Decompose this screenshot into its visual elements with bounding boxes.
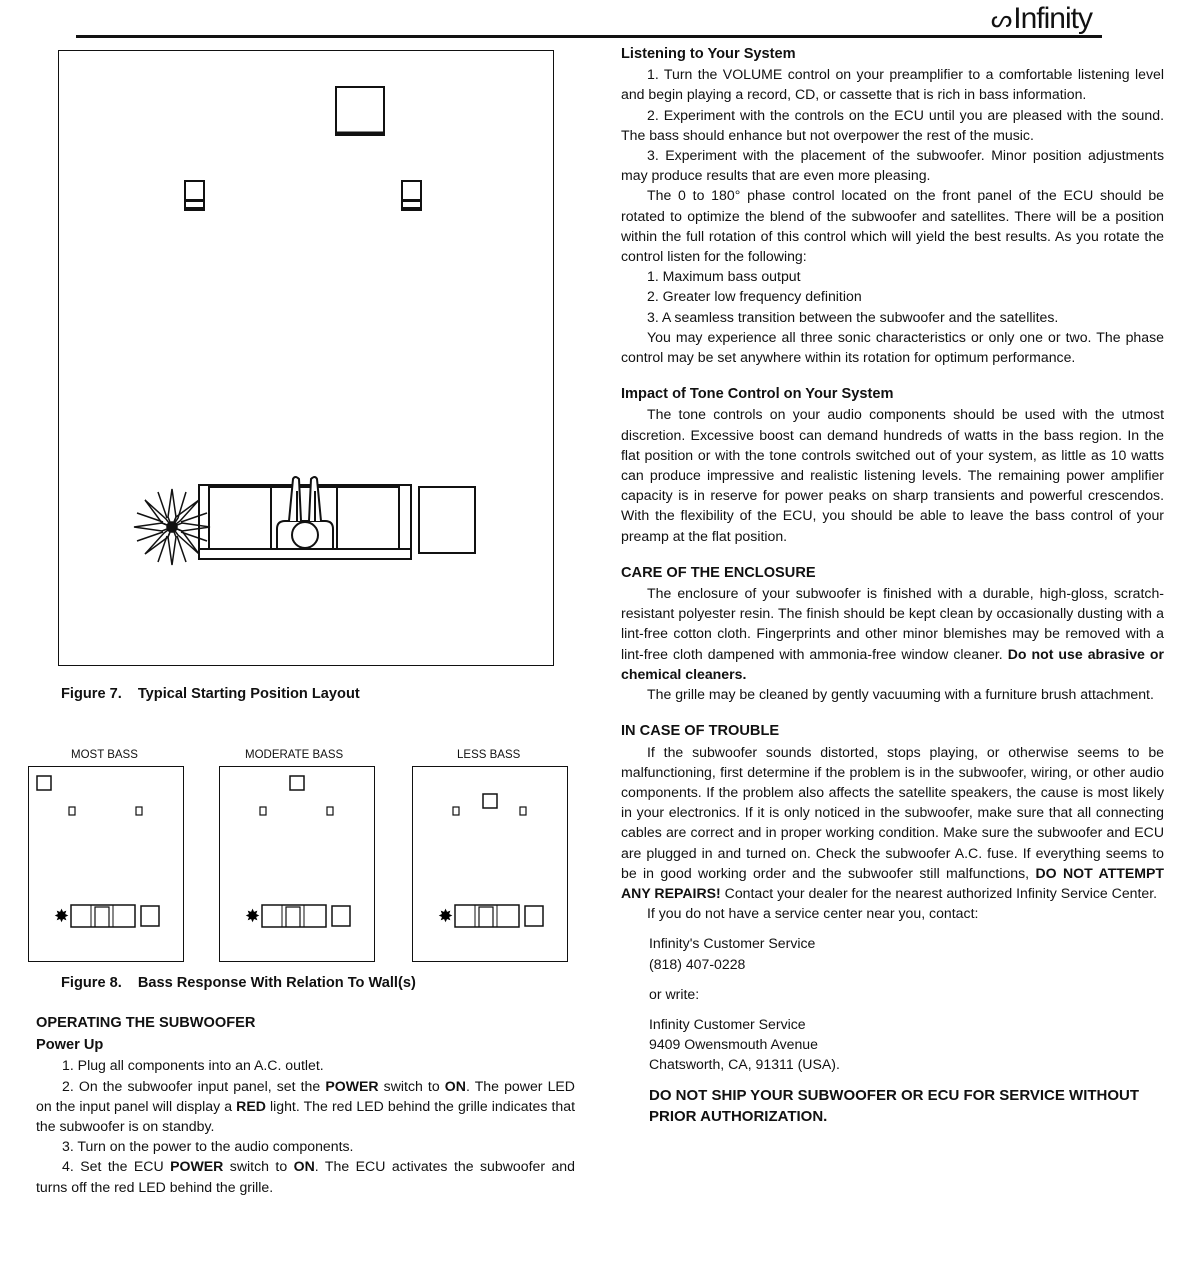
listening-step-2: 2. Experiment with the controls on the ECU until you are pleased with the sound. The bass should enhance but not overpower the rest of the music. [621, 106, 1164, 143]
figure-7-number: Figure 7. [61, 686, 122, 702]
step-4: 4. Set the ECU POWER switch to ON. The ECU activates the subwoofer and turns off the red LED behind the grille. [36, 1158, 575, 1195]
customer-service-name: Infinity's Customer Service [649, 935, 816, 952]
tone-paragraph: The tone controls on your audio components should be used with the utmost discretion. Excessive boost can demand hundreds of watts in the bass region. In the flat position or with the tone controls switched out of your system, as little as 10 watts can produce impressive and realistic listening levels. The remaining power amplifier capacity is in reserve for power peaks on sharp transients and powerful crescendos. With the flexibility of the ECU, you should be able to leave the bass control of your preamp at the flat position. [621, 406, 1164, 544]
step-2: 2. On the subwoofer input panel, set the POWER switch to ON. The power LED on the input panel will display a RED light. The red LED behind the grille indicates that the subwoofer is on standby. [36, 1077, 575, 1135]
subwoofer-shape [37, 776, 51, 790]
list-item: 2. Greater low frequency definition [647, 288, 862, 305]
figure-8-panel-less-bass [412, 766, 568, 962]
right-satellite-shape [136, 807, 142, 815]
left-satellite-shape [453, 807, 459, 815]
list-item: 3. A seamless transition between the subwoofer and the satellites. [647, 308, 1059, 325]
couch-shape [262, 905, 326, 927]
figure-7-caption [61, 686, 360, 702]
left-satellite-shape [260, 807, 266, 815]
end-table-shape [141, 906, 159, 926]
power-up-heading: Power Up [36, 1037, 104, 1054]
figure-8-number: Figure 8. [61, 975, 122, 991]
plant-shape: ✸ [54, 906, 70, 927]
operating-heading: OPERATING THE SUBWOOFER [36, 1015, 256, 1031]
left-satellite-shape [185, 181, 204, 210]
operating-section [36, 1013, 575, 1197]
customer-service-phone: (818) 407-0228 [649, 955, 746, 972]
right-satellite-shape [327, 807, 333, 815]
shipping-warning: DO NOT SHIP YOUR SUBWOOFER OR ECU FOR SERVICE WITHOUT PRIOR AUTHORIZATION. [649, 1086, 1140, 1125]
phase-control-paragraph: The 0 to 180° phase control located on the front panel of the ECU should be rotated to optimize the blend of the subwoofer and satellites. There will be a position within the full rotation of this control which will yield the best results. As you rotate the control listen for the following: [621, 187, 1164, 265]
sonic-characteristics-paragraph: You may experience all three sonic characteristics or only one or two. The phase control may be set anywhere within its rotation for optimum performance. [621, 328, 1164, 366]
couch-shape [455, 905, 519, 927]
figure-7-title: Typical Starting Position Layout [137, 686, 360, 702]
subwoofer-shape [290, 776, 304, 790]
subwoofer-shape [336, 87, 384, 135]
listening-step-1: 1. Turn the VOLUME control on your preamplifier to a comfortable listening level and begin playing a record, CD, or cassette that is rich in bass information. [621, 66, 1164, 103]
plant-shape: ✸ [438, 906, 454, 927]
end-table-shape [525, 906, 543, 926]
header-rule [76, 35, 1102, 38]
end-table-shape [332, 906, 350, 926]
care-heading: CARE OF THE ENCLOSURE [621, 564, 816, 581]
address-line-2: 9409 Owensmouth Avenue [649, 1036, 818, 1053]
figure-7-room-layout [58, 50, 554, 666]
figure-8-label-most-bass: MOST BASS [71, 749, 138, 761]
service-center-paragraph: If you do not have a service center near you, contact: [647, 905, 979, 922]
end-table-shape [419, 487, 475, 553]
right-satellite-shape [402, 181, 421, 210]
figure-8-label-less-bass: LESS BASS [457, 749, 521, 761]
figure-8-caption [61, 975, 416, 991]
figure-8-title: Bass Response With Relation To Wall(s) [137, 975, 416, 991]
grille-paragraph: The grille may be cleaned by gently vacuuming with a furniture brush attachment. [647, 686, 1154, 703]
step-3: 3. Turn on the power to the audio components. [62, 1138, 354, 1155]
brand-logo [991, 2, 1092, 36]
listener-shape [286, 907, 300, 927]
address-line-3: Chatsworth, CA, 91311 (USA). [649, 1056, 840, 1073]
or-write: or write: [649, 985, 700, 1002]
plant-shape: ✸ [245, 906, 261, 927]
care-paragraph: The enclosure of your subwoofer is finished with a durable, high-gloss, scratch-resistant polyester resin. The finish should be kept clean by occasionally dusting with a lint-free cotton cloth. Fingerprints and other minor blemishes may be removed with a lint-free cloth dampened with ammonia-free window cleaner. Do not use abrasive or chemical cleaners. [621, 585, 1164, 682]
figure-8-panel-most-bass [28, 766, 184, 962]
step-1: 1. Plug all components into an A.C. outlet. [62, 1057, 324, 1074]
right-column [621, 44, 1164, 1127]
left-satellite-shape [69, 807, 75, 815]
list-item: 1. Maximum bass output [647, 268, 801, 285]
infinity-symbol-icon: ᔕ [990, 5, 1012, 33]
couch-shape [71, 905, 135, 927]
right-satellite-shape [520, 807, 526, 815]
subwoofer-shape [483, 794, 497, 808]
listener-shape [95, 907, 109, 927]
address-line-1: Infinity Customer Service [649, 1015, 806, 1032]
listening-heading: Listening to Your System [621, 46, 796, 62]
brand-name: Infinity [1013, 2, 1092, 35]
figure-8-label-moderate-bass: MODERATE BASS [245, 749, 344, 761]
listener-shape [479, 907, 493, 927]
trouble-paragraph: If the subwoofer sounds distorted, stops playing, or otherwise seems to be malfunctioning, first determine if the problem is in the subwoofer, wiring, or other audio components. If the problem also affects the satellite speakers, the cause is most likely in your electronics. If it is only noticed in the subwoofer, make sure that all connecting cables are correct and in proper working condition. Make sure the subwoofer and ECU are plugged in and turned on. Check the subwoofer A.C. fuse. If everything seems to be in good working order and the subwoofer still malfunctions, DO NOT ATTEMPT ANY REPAIRS! Contact your dealer for the nearest authorized Infinity Service Center. [621, 743, 1165, 901]
tone-heading: Impact of Tone Control on Your System [621, 386, 894, 403]
figure-8-panel-moderate-bass [219, 766, 375, 962]
trouble-heading: IN CASE OF TROUBLE [621, 723, 780, 740]
listening-step-3: 3. Experiment with the placement of the subwoofer. Minor position adjustments may produce results that are even more pleasing. [621, 147, 1164, 184]
